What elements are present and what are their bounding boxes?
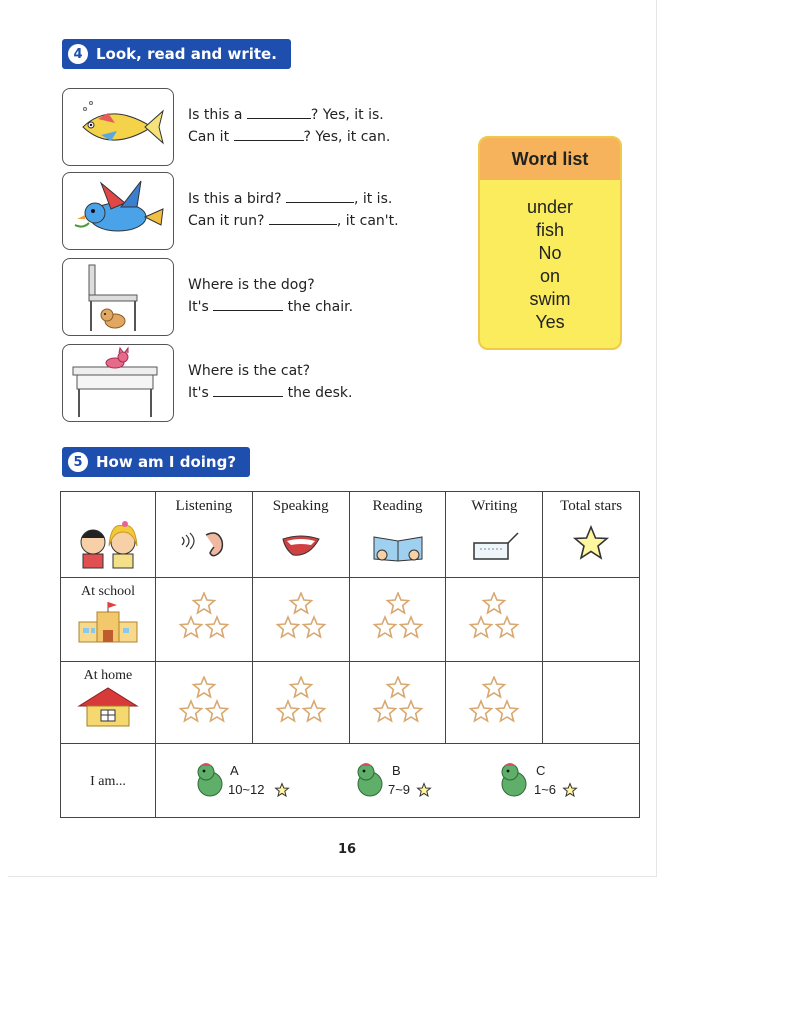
question-text: It's — [188, 385, 214, 401]
star-icon — [571, 523, 611, 563]
desk-icon — [63, 345, 173, 421]
listening-header — [155, 492, 252, 578]
empty-star-icon[interactable] — [471, 701, 492, 721]
listening-stars[interactable] — [155, 662, 252, 744]
writing-header — [446, 492, 543, 578]
row-label: At school — [80, 584, 136, 599]
question-text: Is this a — [188, 107, 247, 123]
rating-letter: A — [229, 763, 239, 778]
answer-blank[interactable] — [269, 210, 337, 225]
rating-b[interactable] — [352, 754, 462, 810]
rating-range: 10~12 — [227, 782, 265, 797]
empty-star-icon[interactable] — [277, 617, 298, 637]
rating-c[interactable] — [496, 754, 606, 810]
chair-icon — [63, 259, 173, 335]
question-text: ? Yes, it can. — [303, 129, 391, 145]
word-item: fish — [535, 220, 564, 240]
children-cell — [61, 492, 156, 578]
computer-icon — [464, 527, 524, 563]
answer-blank[interactable] — [286, 188, 354, 203]
house-icon — [73, 684, 143, 728]
table-row-home — [61, 662, 640, 744]
self-assessment-table — [60, 491, 640, 818]
total-stars-cell[interactable] — [543, 578, 640, 662]
answer-blank[interactable] — [234, 126, 304, 141]
rating-letter: B — [391, 763, 401, 778]
empty-star-icon[interactable] — [471, 617, 492, 637]
question-text: ? Yes, it is. — [310, 107, 384, 123]
empty-star-icon[interactable] — [180, 701, 201, 721]
word-item: under — [526, 197, 574, 217]
empty-star-icon[interactable] — [497, 701, 518, 721]
rating-letter: C — [535, 763, 546, 778]
empty-star-icon[interactable] — [206, 617, 227, 637]
star-rating — [271, 676, 331, 726]
row-label: At home — [83, 668, 133, 683]
children-icon — [63, 492, 153, 572]
reading-header — [349, 492, 446, 578]
bird-picture — [62, 172, 174, 250]
question-text: Can it run? — [188, 213, 269, 229]
question-text: Can it — [188, 129, 234, 145]
speaking-stars[interactable] — [252, 578, 349, 662]
row-label-cell — [61, 744, 156, 818]
dinosaur-icon — [496, 760, 530, 800]
mouth-icon — [271, 527, 331, 563]
star-rating — [368, 676, 428, 726]
writing-stars[interactable] — [446, 662, 543, 744]
answer-blank[interactable] — [213, 382, 283, 397]
empty-star-icon[interactable] — [400, 701, 421, 721]
row-label: I am... — [90, 773, 126, 789]
word-list — [478, 136, 622, 350]
empty-star-icon[interactable] — [303, 701, 324, 721]
empty-star-icon[interactable] — [303, 617, 324, 637]
empty-star-icon[interactable] — [484, 677, 505, 697]
empty-star-icon[interactable] — [497, 617, 518, 637]
star-rating — [464, 592, 524, 642]
rating-a[interactable] — [192, 754, 302, 810]
desk-cat-picture — [62, 344, 174, 422]
empty-star-icon[interactable] — [484, 593, 505, 613]
empty-star-icon[interactable] — [290, 593, 311, 613]
star-icon — [416, 782, 432, 798]
writing-stars[interactable] — [446, 578, 543, 662]
rating-scale — [155, 744, 639, 818]
question-text: the desk. — [283, 385, 353, 401]
section-title: Look, read and write. — [96, 45, 277, 63]
question-text: Is this a bird? — [188, 191, 286, 207]
star-rating — [174, 592, 234, 642]
chair-dog-picture — [62, 258, 174, 336]
row-label-cell — [61, 662, 156, 744]
column-header: Speaking — [272, 498, 329, 514]
ear-icon — [174, 527, 234, 563]
section-4-header — [62, 39, 291, 69]
empty-star-icon[interactable] — [400, 617, 421, 637]
empty-star-icon[interactable] — [277, 701, 298, 721]
speaking-header — [252, 492, 349, 578]
reading-stars[interactable] — [349, 578, 446, 662]
star-rating — [174, 676, 234, 726]
section-number: 5 — [68, 452, 88, 472]
empty-star-icon[interactable] — [374, 701, 395, 721]
total-stars-cell[interactable] — [543, 662, 640, 744]
word-item: on — [539, 266, 561, 286]
dinosaur-icon — [352, 760, 386, 800]
empty-star-icon[interactable] — [387, 593, 408, 613]
word-item: No — [538, 243, 562, 263]
page-number: 16 — [338, 842, 357, 857]
empty-star-icon[interactable] — [180, 617, 201, 637]
question-text: the chair. — [283, 299, 354, 315]
word-item: swim — [529, 289, 571, 309]
table-row-result — [61, 744, 640, 818]
column-header: Writing — [471, 498, 518, 514]
empty-star-icon[interactable] — [374, 617, 395, 637]
question-2 — [188, 188, 399, 232]
star-rating — [464, 676, 524, 726]
column-header: Reading — [372, 498, 423, 514]
question-text: Where is the dog? — [188, 277, 315, 293]
table-header-row — [61, 492, 640, 578]
rating-range: 7~9 — [387, 782, 411, 797]
question-text: , it is. — [353, 191, 393, 207]
empty-star-icon[interactable] — [193, 677, 214, 697]
section-number: 4 — [68, 44, 88, 64]
answer-blank[interactable] — [213, 296, 283, 311]
question-1 — [188, 104, 390, 148]
column-header: Total stars — [560, 498, 623, 514]
fish-icon — [63, 89, 173, 165]
fish-picture — [62, 88, 174, 166]
column-header: Listening — [175, 498, 233, 514]
dinosaur-icon — [192, 760, 226, 800]
answer-blank[interactable] — [247, 104, 311, 119]
school-icon — [73, 600, 143, 644]
bird-icon — [63, 173, 173, 249]
question-4 — [188, 360, 352, 404]
empty-star-icon[interactable] — [193, 593, 214, 613]
star-rating — [271, 592, 331, 642]
question-text: Where is the cat? — [188, 363, 311, 379]
reading-stars[interactable] — [349, 662, 446, 744]
word-list-title: Word list — [480, 138, 620, 180]
question-text: It's — [188, 299, 214, 315]
rating-range: 1~6 — [533, 782, 557, 797]
empty-star-icon[interactable] — [206, 701, 227, 721]
star-icon — [274, 782, 290, 798]
empty-star-icon[interactable] — [387, 677, 408, 697]
question-text: , it can't. — [336, 213, 399, 229]
section-title: How am I doing? — [96, 453, 237, 471]
table-row-school — [61, 578, 640, 662]
book-icon — [368, 527, 428, 563]
word-item: Yes — [535, 312, 565, 332]
total-stars-header — [543, 492, 640, 578]
word-list-items — [480, 180, 620, 334]
rating-options — [156, 744, 639, 816]
row-label-cell — [61, 578, 156, 662]
section-5-header — [62, 447, 250, 477]
star-rating — [368, 592, 428, 642]
speaking-stars[interactable] — [252, 662, 349, 744]
star-icon — [562, 782, 578, 798]
question-3 — [188, 274, 353, 318]
listening-stars[interactable] — [155, 578, 252, 662]
empty-star-icon[interactable] — [290, 677, 311, 697]
